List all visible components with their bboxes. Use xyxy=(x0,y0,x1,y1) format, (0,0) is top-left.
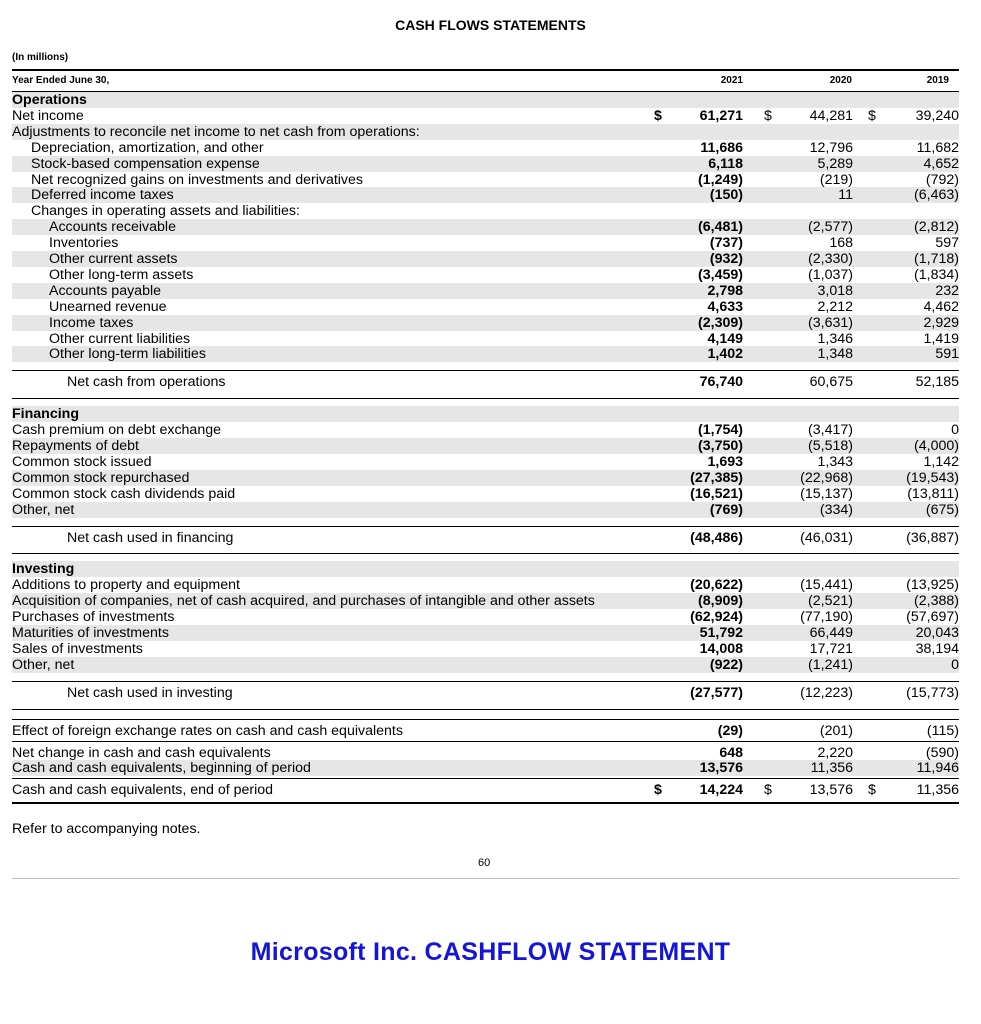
value-2021: (48,486) xyxy=(690,529,743,546)
table-row xyxy=(12,745,959,761)
value-2020: (1,241) xyxy=(808,656,853,673)
currency-symbol: $ xyxy=(764,782,772,799)
table-row xyxy=(12,235,959,251)
row-label: Purchases of investments xyxy=(12,609,175,626)
table-row xyxy=(12,331,959,347)
row-label: Net change in cash and cash equivalents xyxy=(12,744,271,761)
value-2019: 0 xyxy=(951,656,959,673)
value-2020: (2,330) xyxy=(808,251,853,267)
value-2021: (150) xyxy=(709,187,743,204)
row-label: Cash and cash equivalents, end of period xyxy=(12,782,274,799)
row-bottom-rule xyxy=(12,398,959,399)
value-2021: (6,481) xyxy=(698,219,743,236)
table-row xyxy=(12,657,959,673)
row-label: Other current liabilities xyxy=(49,330,191,347)
value-2020: (22,968) xyxy=(800,469,853,486)
value-2019: 4,652 xyxy=(923,155,959,172)
value-2021: 76,740 xyxy=(699,374,743,391)
total-row xyxy=(12,685,959,701)
value-2021: 2,798 xyxy=(707,282,743,299)
value-2019: 11,946 xyxy=(916,760,959,777)
value-2021: 13,576 xyxy=(699,760,743,777)
row-top-rule xyxy=(12,526,959,527)
value-2021: 6,118 xyxy=(708,155,743,172)
year-2021: 2021 xyxy=(720,75,743,86)
table-row xyxy=(12,187,959,203)
row-label: Other current assets xyxy=(49,251,178,267)
row-label: Operations xyxy=(12,92,87,108)
final-double-rule xyxy=(12,802,959,804)
value-2020: 44,281 xyxy=(809,107,853,124)
row-label: Financing xyxy=(12,406,79,423)
caption: Microsoft Inc. CASHFLOW STATEMENT xyxy=(250,938,731,966)
row-label: Common stock repurchased xyxy=(12,469,190,486)
table-row xyxy=(12,502,959,518)
value-2021: 11,686 xyxy=(700,139,743,156)
value-2021: 1,693 xyxy=(707,453,743,470)
value-2021: 51,792 xyxy=(699,625,743,641)
value-2021: (62,924) xyxy=(690,609,743,626)
value-2020: 11 xyxy=(838,187,853,204)
value-2021: 14,008 xyxy=(699,640,743,657)
value-2020: (3,631) xyxy=(808,314,853,331)
row-label: Unearned revenue xyxy=(49,298,167,315)
value-2020: 1,346 xyxy=(817,330,853,347)
value-2019: (590) xyxy=(925,744,959,761)
value-2019: (1,718) xyxy=(914,251,959,267)
table-row xyxy=(12,156,959,172)
currency-symbol: $ xyxy=(654,782,662,799)
value-2019: 11,356 xyxy=(916,782,959,799)
value-2019: 38,194 xyxy=(915,640,959,657)
value-2020: (5,518) xyxy=(808,438,853,454)
value-2019: (57,697) xyxy=(906,609,959,626)
value-2019: 39,240 xyxy=(915,107,959,124)
value-2019: (2,812) xyxy=(914,219,959,236)
row-label: Income taxes xyxy=(49,314,134,331)
value-2020: 66,449 xyxy=(809,625,853,641)
unit-note: (In millions) xyxy=(12,52,69,63)
value-2021: 4,633 xyxy=(707,298,743,315)
table-row xyxy=(12,577,959,593)
year-2020: 2020 xyxy=(829,75,852,86)
total-row xyxy=(12,374,959,390)
value-2020: (201) xyxy=(819,722,853,739)
row-label: Other long-term liabilities xyxy=(49,346,206,363)
table-row xyxy=(12,283,959,299)
row-label: Net recognized gains on investments and derivatives xyxy=(31,171,364,188)
year-2019: 2019 xyxy=(926,75,949,86)
row-label: Net cash from operations xyxy=(67,374,226,391)
value-2020: 11,356 xyxy=(810,760,853,777)
table-row xyxy=(12,251,959,267)
value-2021: (3,750) xyxy=(698,438,743,454)
value-2021: (2,309) xyxy=(698,314,743,331)
row-label: Accounts payable xyxy=(49,282,161,299)
value-2019: 597 xyxy=(935,235,959,252)
value-2020: (46,031) xyxy=(800,529,853,546)
table-row xyxy=(12,124,959,140)
table-row xyxy=(12,315,959,331)
row-top-rule xyxy=(12,719,959,720)
value-2019: 1,419 xyxy=(923,330,959,347)
table-row xyxy=(12,346,959,362)
table-row xyxy=(12,203,959,219)
value-2020: (15,441) xyxy=(800,577,853,594)
value-2020: (12,223) xyxy=(800,684,853,701)
row-label: Adjustments to reconcile net income to net cash from operations: xyxy=(12,123,420,140)
currency-symbol: $ xyxy=(868,782,876,799)
value-2021: 648 xyxy=(719,744,743,761)
row-label: Common stock cash dividends paid xyxy=(12,485,236,502)
value-2019: (13,811) xyxy=(907,485,959,502)
table-row xyxy=(12,760,959,776)
value-2021: 1,402 xyxy=(707,346,743,363)
value-2020: 3,018 xyxy=(817,282,853,299)
row-label: Cash premium on debt exchange xyxy=(12,422,221,439)
value-2019: 11,682 xyxy=(916,139,959,156)
value-2020: 13,576 xyxy=(809,782,853,799)
value-2019: 0 xyxy=(951,422,959,439)
value-2021: (769) xyxy=(709,501,743,518)
value-2019: (19,543) xyxy=(906,469,959,486)
table-row xyxy=(12,470,959,486)
row-label: Repayments of debt xyxy=(12,438,139,454)
row-label: Common stock issued xyxy=(12,453,152,470)
page-bottom-rule xyxy=(12,878,959,879)
value-2020: (2,577) xyxy=(808,219,853,236)
value-2019: 52,185 xyxy=(915,374,959,391)
row-label: Stock-based compensation expense xyxy=(31,155,260,172)
value-2021: (29) xyxy=(717,722,743,739)
value-2019: (1,834) xyxy=(914,266,959,283)
table-row xyxy=(12,140,959,156)
value-2019: 4,462 xyxy=(923,298,959,315)
value-2021: 61,271 xyxy=(699,107,743,124)
value-2021: (932) xyxy=(709,251,743,267)
row-label: Maturities of investments xyxy=(12,625,169,641)
row-label: Effect of foreign exchange rates on cash and cash equivalents xyxy=(12,722,403,739)
row-label: Other long-term assets xyxy=(49,266,194,283)
table-row xyxy=(12,422,959,438)
row-label: Deferred income taxes xyxy=(31,187,174,204)
table-row xyxy=(12,593,959,609)
value-2021: (1,754) xyxy=(698,422,743,439)
value-2020: 12,796 xyxy=(809,139,853,156)
row-label: Investing xyxy=(12,561,75,578)
table-row xyxy=(12,267,959,283)
value-2021: (8,909) xyxy=(698,593,743,610)
value-2021: (1,249) xyxy=(698,171,743,188)
total-row xyxy=(12,530,959,546)
value-2019: (2,388) xyxy=(914,593,959,610)
value-2020: 1,343 xyxy=(817,453,853,470)
row-label: Acquisition of companies, net of cash acquired, and purchases of intangible and other assets xyxy=(12,593,595,610)
table-row xyxy=(12,108,959,124)
value-2019: (675) xyxy=(925,501,959,518)
row-top-rule xyxy=(12,681,959,682)
value-2020: (2,521) xyxy=(808,593,853,610)
value-2020: (1,037) xyxy=(808,266,853,283)
table-row xyxy=(12,609,959,625)
currency-symbol: $ xyxy=(764,107,772,124)
value-2020: 17,721 xyxy=(809,640,853,657)
year-ended-label: Year Ended June 30, xyxy=(12,75,110,86)
row-top-rule xyxy=(12,741,959,742)
row-label: Additions to property and equipment xyxy=(12,577,240,594)
value-2020: 5,289 xyxy=(817,155,853,172)
row-label: Inventories xyxy=(49,235,119,252)
section-row xyxy=(12,561,959,577)
value-2020: 168 xyxy=(829,235,853,252)
value-2021: (20,622) xyxy=(690,577,743,594)
value-2021: (27,385) xyxy=(690,469,743,486)
value-2019: (6,463) xyxy=(914,187,959,204)
row-label: Cash and cash equivalents, beginning of period xyxy=(12,760,311,777)
section-row xyxy=(12,92,959,108)
value-2021: (16,521) xyxy=(690,485,743,502)
value-2020: (219) xyxy=(819,171,853,188)
value-2020: 1,348 xyxy=(817,346,853,363)
table-row xyxy=(12,641,959,657)
row-label: Accounts receivable xyxy=(49,219,176,236)
currency-symbol: $ xyxy=(654,107,662,124)
table-row xyxy=(12,782,959,798)
value-2019: (15,773) xyxy=(906,684,959,701)
table-row xyxy=(12,723,959,739)
table-row xyxy=(12,486,959,502)
row-top-rule xyxy=(12,370,959,371)
value-2019: 20,043 xyxy=(915,625,959,641)
row-label: Net cash used in financing xyxy=(67,529,234,546)
value-2020: (77,190) xyxy=(800,609,853,626)
row-label: Depreciation, amortization, and other xyxy=(31,139,264,156)
value-2021: (922) xyxy=(709,656,743,673)
value-2021: (737) xyxy=(709,235,743,252)
value-2020: 60,675 xyxy=(809,374,853,391)
value-2020: (15,137) xyxy=(800,485,853,502)
row-label: Changes in operating assets and liabilities: xyxy=(31,203,300,220)
value-2019: (115) xyxy=(926,722,959,739)
table-row xyxy=(12,172,959,188)
row-label: Other, net xyxy=(12,501,75,518)
value-2021: 4,149 xyxy=(707,330,743,347)
value-2021: 14,224 xyxy=(699,782,743,799)
page-number: 60 xyxy=(478,857,491,869)
row-bottom-rule xyxy=(12,553,959,554)
value-2020: (3,417) xyxy=(808,422,853,439)
value-2019: 1,142 xyxy=(923,453,959,470)
footnote: Refer to accompanying notes. xyxy=(12,821,201,837)
currency-symbol: $ xyxy=(868,107,876,124)
table-row xyxy=(12,454,959,470)
table-row xyxy=(12,438,959,454)
value-2019: (4,000) xyxy=(914,438,959,454)
value-2021: (3,459) xyxy=(698,266,743,283)
statement-title: CASH FLOWS STATEMENTS xyxy=(395,17,586,33)
row-label: Other, net xyxy=(12,656,75,673)
table-row xyxy=(12,219,959,235)
value-2019: 2,929 xyxy=(923,314,959,331)
value-2020: 2,212 xyxy=(817,298,853,315)
section-row xyxy=(12,406,959,422)
value-2019: (13,925) xyxy=(906,577,959,594)
table-row xyxy=(12,299,959,315)
row-label: Net income xyxy=(12,107,84,124)
row-top-rule xyxy=(12,778,959,779)
value-2020: (334) xyxy=(819,501,853,518)
row-bottom-rule xyxy=(12,709,959,710)
value-2019: 591 xyxy=(935,346,959,363)
value-2021: (27,577) xyxy=(690,684,743,701)
value-2019: (36,887) xyxy=(906,529,959,546)
value-2019: 232 xyxy=(935,282,959,299)
table-row xyxy=(12,625,959,641)
row-label: Net cash used in investing xyxy=(67,684,233,701)
row-label: Sales of investments xyxy=(12,640,143,657)
value-2020: 2,220 xyxy=(817,744,853,761)
value-2019: (792) xyxy=(925,171,959,188)
